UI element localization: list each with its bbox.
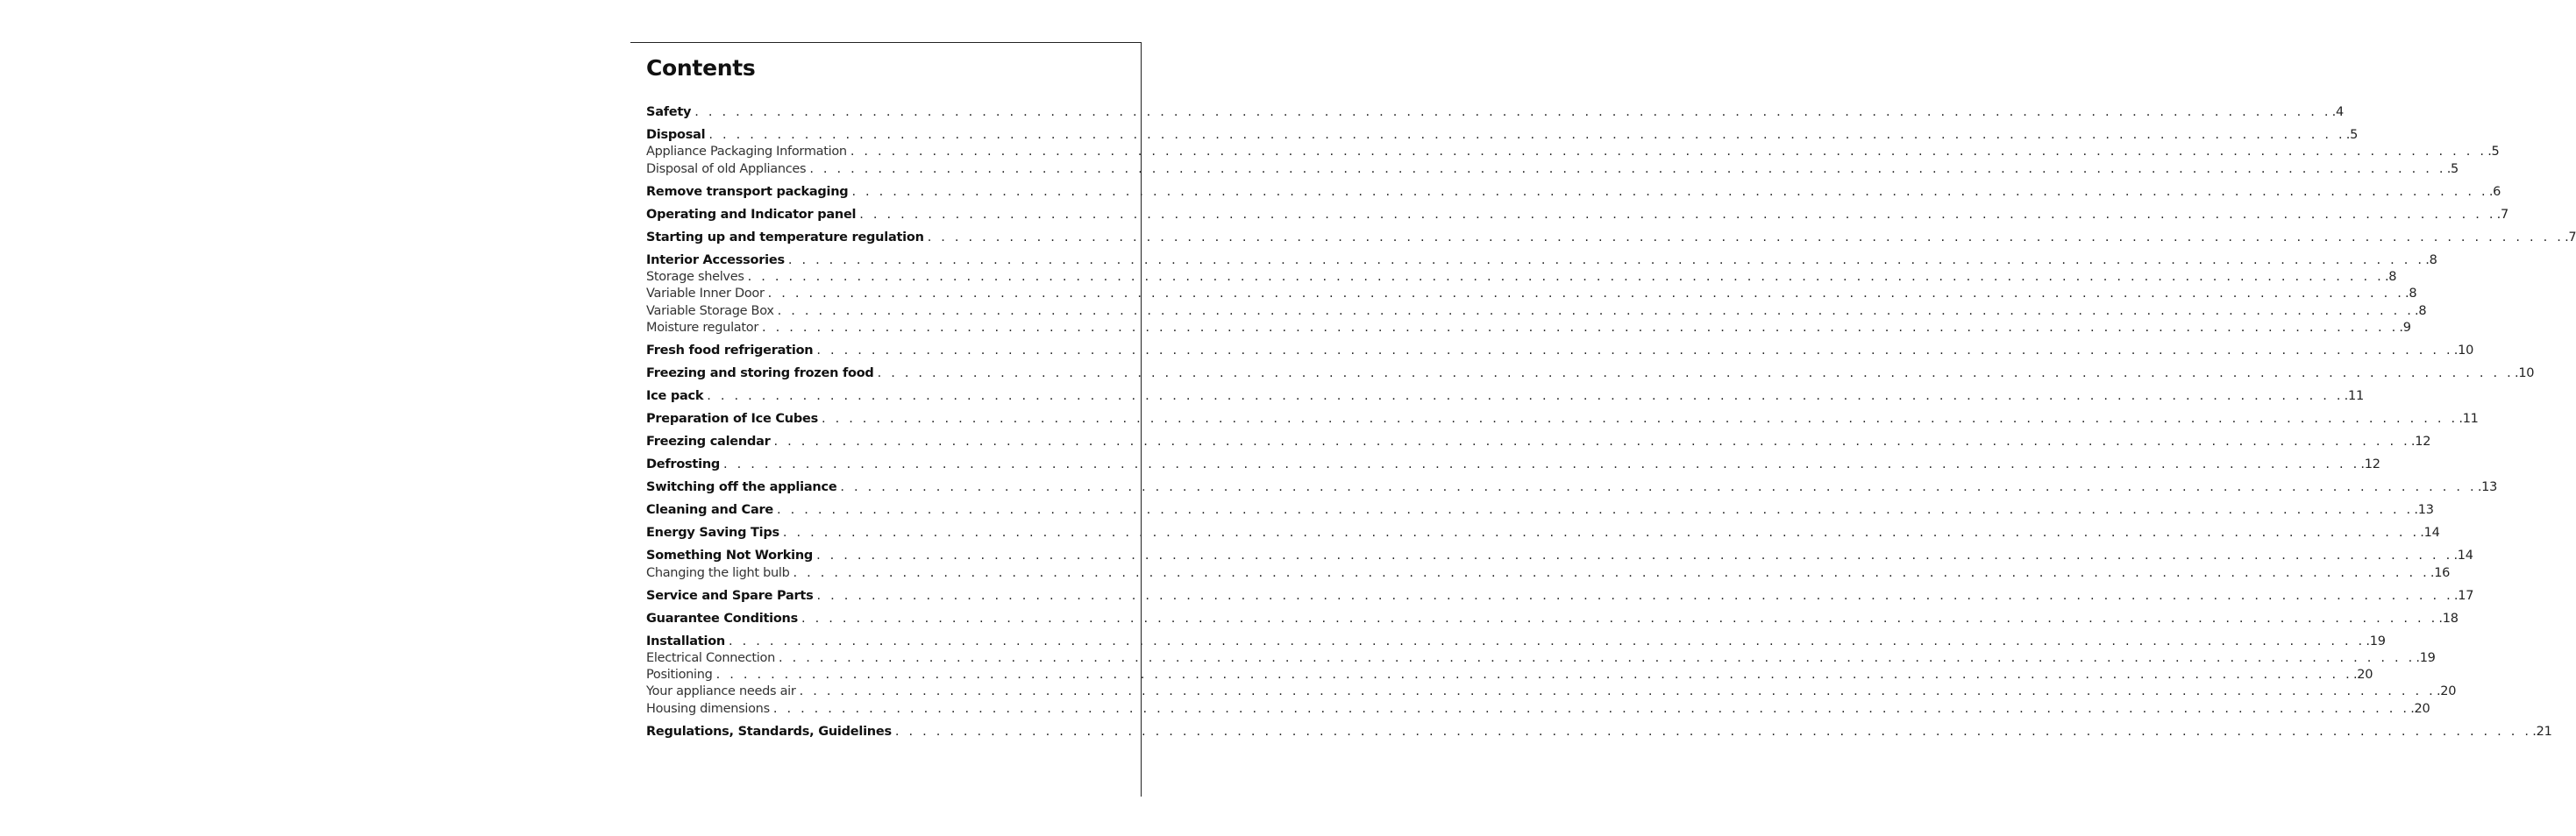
- toc-page-number: .8: [2415, 304, 2427, 318]
- toc-entry: [646, 456, 2380, 473]
- toc-entry-title: Regulations, Standards, Guidelines: [646, 725, 892, 739]
- dot-leader: . . . . . . . . . . . . . . . . . . . . . . . . . . . . . . . . . . . . . . . . . . . . . . . . . . . . . . . . . . . . . . . . . . . . . . . . . . . . . . . . . . . . . . . . . . . . . . . . . . . . . . . . . . . . . . . . . . . . . . . .: [777, 304, 2415, 318]
- toc-entry-title: Your appliance needs air: [646, 684, 796, 698]
- dot-leader: . . . . . . . . . . . . . . . . . . . . . . . . . . . . . . . . . . . . . . . . . . . . . . . . . . . . . . . . . . . . . . . . . . . . . . . . . . . . . . . . . . . . . . . . . . . . . . . . . . . . . . . . . . . . . . . . . . . . . . . .: [707, 389, 2344, 403]
- toc-page-number: .4: [2331, 105, 2344, 119]
- toc-page-number: .20: [2410, 702, 2430, 716]
- dot-leader: . . . . . . . . . . . . . . . . . . . . . . . . . . . . . . . . . . . . . . . . . . . . . . . . . . . . . . . . . . . . . . . . . . . . . . . . . . . . . . . . . . . . . . . . . . . . . . . . . . . . . . . . . . . . . . . . . . . . . . . .: [816, 344, 2453, 358]
- dot-leader: . . . . . . . . . . . . . . . . . . . . . . . . . . . . . . . . . . . . . . . . . . . . . . . . . . . . . . . . . . . . . . . . . . . . . . . . . . . . . . . . . . . . . . . . . . . . . . . . . . . . . . . . . . . . . . . . . . . . . . . .: [851, 185, 2488, 199]
- toc-entry-title: Cleaning and Care: [646, 503, 773, 517]
- toc-entry-title: Disposal: [646, 128, 706, 142]
- toc-entry: [646, 610, 2459, 627]
- toc-entry-title: Defrosting: [646, 457, 721, 471]
- toc-subentry: [646, 666, 2373, 684]
- dot-leader: . . . . . . . . . . . . . . . . . . . . . . . . . . . . . . . . . . . . . . . . . . . . . . . . . . . . . . . . . . . . . . . . . . . . . . . . . . . . . . . . . . . . . . . . . . . . . . . . . . . . . . . . . . . . . . . . . . . . . . . .: [799, 684, 2436, 698]
- dot-leader: . . . . . . . . . . . . . . . . . . . . . . . . . . . . . . . . . . . . . . . . . . . . . . . . . . . . . . . . . . . . . . . . . . . . . . . . . . . . . . . . . . . . . . . . . . . . . . . . . . . . . . . . . . . . . . . . . . . . . . . .: [772, 702, 2410, 716]
- toc-entry: [646, 342, 2474, 359]
- dot-leader: . . . . . . . . . . . . . . . . . . . . . . . . . . . . . . . . . . . . . . . . . . . . . . . . . . . . . . . . . . . . . . . . . . . . . . . . . . . . . . . . . . . . . . . . . . . . . . . . . . . . . . . . . . . . . . . . . . . . . . . .: [809, 162, 2446, 176]
- toc-page-number: .8: [2425, 253, 2437, 267]
- toc-page-number: .8: [2405, 287, 2417, 301]
- toc-entry-title: Changing the light bulb: [646, 566, 790, 580]
- dot-leader: . . . . . . . . . . . . . . . . . . . . . . . . . . . . . . . . . . . . . . . . . . . . . . . . . . . . . . . . . . . . . . . . . . . . . . . . . . . . . . . . . . . . . . . . . . . . . . . . . . . . . . . . . . . . . . . . . . . . . . . .: [787, 253, 2425, 267]
- toc-subentry: [646, 564, 2451, 582]
- dot-leader: . . . . . . . . . . . . . . . . . . . . . . . . . . . . . . . . . . . . . . . . . . . . . . . . . . . . . . . . . . . . . . . . . . . . . . . . . . . . . . . . . . . . . . . . . . . . . . . . . . . . . . . . . . . . . . . . . . . . . . . .: [747, 270, 2384, 284]
- toc-entry-title: Ice pack: [646, 389, 704, 403]
- toc-page-number: .9: [2399, 321, 2411, 335]
- dot-leader: . . . . . . . . . . . . . . . . . . . . . . . . . . . . . . . . . . . . . . . . . . . . . . . . . . . . . . . . . . . . . . . . . . . . . . . . . . . . . . . . . . . . . . . . . . . . . . . . . . . . . . . . . . . . . . . . . . . . . . . .: [776, 503, 2414, 517]
- toc-page-number: .5: [2345, 128, 2359, 142]
- toc-page-number: .12: [2360, 457, 2380, 471]
- toc-page-number: .20: [2352, 668, 2373, 682]
- toc-page-number: .21: [2532, 725, 2552, 739]
- toc-page-number: .12: [2410, 435, 2431, 449]
- dot-leader: . . . . . . . . . . . . . . . . . . . . . . . . . . . . . . . . . . . . . . . . . . . . . . . . . . . . . . . . . . . . . . . . . . . . . . . . . . . . . . . . . . . . . . . . . . . . . . . . . . . . . . . . . . . . . . . . . . . . . . . .: [767, 287, 2405, 301]
- toc-entry-title: Freezing and storing frozen food: [646, 366, 874, 380]
- dot-leader: . . . . . . . . . . . . . . . . . . . . . . . . . . . . . . . . . . . . . . . . . . . . . . . . . . . . . . . . . . . . . . . . . . . . . . . . . . . . . . . . . . . . . . . . . . . . . . . . . . . . . . . . . . . . . . . . . . . . . . . .: [816, 549, 2453, 563]
- toc-entry-title: Service and Spare Parts: [646, 589, 814, 603]
- toc-entry-title: Positioning: [646, 668, 713, 682]
- toc-page-number: .11: [2459, 412, 2479, 426]
- toc-entry: [646, 387, 2364, 405]
- toc-entry-title: Disposal of old Appliances: [646, 162, 807, 176]
- toc-page-number: .7: [2565, 230, 2576, 244]
- toc-page-number: .20: [2436, 684, 2457, 698]
- dot-leader: . . . . . . . . . . . . . . . . . . . . . . . . . . . . . . . . . . . . . . . . . . . . . . . . . . . . . . . . . . . . . . . . . . . . . . . . . . . . . . . . . . . . . . . . . . . . . . . . . . . . . . . . . . . . . . . . . . . . . . . .: [793, 566, 2430, 580]
- toc-entry: [646, 501, 2434, 519]
- dot-leader: . . . . . . . . . . . . . . . . . . . . . . . . . . . . . . . . . . . . . . . . . . . . . . . . . . . . . . . . . . . . . . . . . . . . . . . . . . . . . . . . . . . . . . . . . . . . . . . . . . . . . . . . . . . . . . . . . . . . . . . .: [816, 589, 2453, 603]
- toc-page-number: .16: [2430, 566, 2451, 580]
- toc-entry-title: Interior Accessories: [646, 253, 785, 267]
- toc-page-number: .17: [2453, 589, 2474, 603]
- toc-entry: [646, 633, 2386, 650]
- toc-entry: [646, 723, 2552, 740]
- toc-entry-title: Starting up and temperature regulation: [646, 230, 924, 244]
- toc-entry: [646, 587, 2474, 605]
- toc-page-number: .13: [2477, 480, 2498, 494]
- toc-entry: [646, 365, 2535, 382]
- dot-leader: . . . . . . . . . . . . . . . . . . . . . . . . . . . . . . . . . . . . . . . . . . . . . . . . . . . . . . . . . . . . . . . . . . . . . . . . . . . . . . . . . . . . . . . . . . . . . . . . . . . . . . . . . . . . . . . . . . . . . . . .: [850, 145, 2487, 159]
- toc-subentry: [646, 700, 2430, 718]
- toc-entry: [646, 103, 2344, 121]
- toc-subentry: [646, 683, 2457, 700]
- toc-entry-title: Housing dimensions: [646, 702, 770, 716]
- toc-entry-title: Energy Saving Tips: [646, 526, 779, 540]
- toc-page-number: .11: [2344, 389, 2364, 403]
- toc-page-number: .19: [2416, 651, 2436, 665]
- toc-subentry: [646, 143, 2500, 160]
- toc-entry: [646, 206, 2508, 223]
- toc-entry: [646, 524, 2440, 542]
- dot-leader: . . . . . . . . . . . . . . . . . . . . . . . . . . . . . . . . . . . . . . . . . . . . . . . . . . . . . . . . . . . . . . . . . . . . . . . . . . . . . . . . . . . . . . . . . . . . . . . . . . . . . . . . . . . . . . . . . . . . . . . .: [762, 321, 2399, 335]
- toc-page-number: .18: [2438, 612, 2459, 626]
- toc-page-number: .5: [2487, 145, 2500, 159]
- toc-page-number: .10: [2453, 344, 2474, 358]
- toc-entry-title: Freezing calendar: [646, 435, 771, 449]
- toc-subentry: [646, 285, 2417, 302]
- toc-entry-title: Fresh food refrigeration: [646, 344, 814, 358]
- toc-entry: [646, 252, 2437, 269]
- toc-entry-title: Switching off the appliance: [646, 480, 837, 494]
- toc-entry-title: Variable Storage Box: [646, 304, 774, 318]
- toc-entry: [646, 126, 2359, 144]
- toc-entry-title: Electrical Connection: [646, 651, 775, 665]
- toc-page-number: .13: [2414, 503, 2434, 517]
- toc-entry: [646, 410, 2479, 428]
- dot-leader: . . . . . . . . . . . . . . . . . . . . . . . . . . . . . . . . . . . . . . . . . . . . . . . . . . . . . . . . . . . . . . . . . . . . . . . . . . . . . . . . . . . . . . . . . . . . . . . . . . . . . . . . . . . . . . . . . . . . . . . .: [927, 230, 2565, 244]
- toc-entry-title: Appliance Packaging Information: [646, 145, 847, 159]
- dot-leader: . . . . . . . . . . . . . . . . . . . . . . . . . . . . . . . . . . . . . . . . . . . . . . . . . . . . . . . . . . . . . . . . . . . . . . . . . . . . . . . . . . . . . . . . . . . . . . . . . . . . . . . . . . . . . . . . . . . . . . . .: [821, 412, 2459, 426]
- toc-entry-title: Installation: [646, 634, 725, 648]
- dot-leader: . . . . . . . . . . . . . . . . . . . . . . . . . . . . . . . . . . . . . . . . . . . . . . . . . . . . . . . . . . . . . . . . . . . . . . . . . . . . . . . . . . . . . . . . . . . . . . . . . . . . . . . . . . . . . . . . . . . . . . . .: [715, 668, 2352, 682]
- dot-leader: . . . . . . . . . . . . . . . . . . . . . . . . . . . . . . . . . . . . . . . . . . . . . . . . . . . . . . . . . . . . . . . . . . . . . . . . . . . . . . . . . . . . . . . . . . . . . . . . . . . . . . . . . . . . . . . . . . . . . . . .: [840, 480, 2477, 494]
- toc-subentry: [646, 302, 2427, 320]
- toc-entry-title: Remove transport packaging: [646, 185, 849, 199]
- toc-page-number: .19: [2366, 634, 2386, 648]
- toc-entry: [646, 229, 2576, 246]
- toc-entry-title: Variable Inner Door: [646, 287, 765, 301]
- page-title: Contents: [646, 55, 756, 81]
- toc-entry-title: Preparation of Ice Cubes: [646, 412, 818, 426]
- toc-entry: [646, 478, 2498, 496]
- toc-entry: [646, 183, 2501, 201]
- toc-entry-title: Storage shelves: [646, 270, 744, 284]
- toc-subentry: [646, 319, 2411, 337]
- toc-subentry: [646, 649, 2436, 667]
- table-of-contents: [646, 0, 2576, 836]
- toc-page-number: .5: [2446, 162, 2459, 176]
- toc-page-number: .10: [2514, 366, 2535, 380]
- toc-page-number: .14: [2420, 526, 2440, 540]
- dot-leader: . . . . . . . . . . . . . . . . . . . . . . . . . . . . . . . . . . . . . . . . . . . . . . . . . . . . . . . . . . . . . . . . . . . . . . . . . . . . . . . . . . . . . . . . . . . . . . . . . . . . . . . . . . . . . . . . . . . . . . . .: [723, 457, 2360, 471]
- toc-subentry: [646, 160, 2459, 178]
- toc-entry-title: Safety: [646, 105, 692, 119]
- toc-page-number: .7: [2496, 208, 2508, 222]
- toc-entry: [646, 433, 2431, 450]
- toc-entry-title: Operating and Indicator panel: [646, 208, 857, 222]
- toc-page-number: .6: [2488, 185, 2501, 199]
- toc-entry: [646, 547, 2473, 564]
- toc-entry-title: Something Not Working: [646, 549, 814, 563]
- dot-leader: . . . . . . . . . . . . . . . . . . . . . . . . . . . . . . . . . . . . . . . . . . . . . . . . . . . . . . . . . . . . . . . . . . . . . . . . . . . . . . . . . . . . . . . . . . . . . . . . . . . . . . . . . . . . . . . . . . . . . . . .: [694, 105, 2331, 119]
- dot-leader: . . . . . . . . . . . . . . . . . . . . . . . . . . . . . . . . . . . . . . . . . . . . . . . . . . . . . . . . . . . . . . . . . . . . . . . . . . . . . . . . . . . . . . . . . . . . . . . . . . . . . . . . . . . . . . . . . . . . . . . .: [779, 651, 2416, 665]
- toc-entry-title: Guarantee Conditions: [646, 612, 799, 626]
- toc-page-number: .14: [2453, 549, 2473, 563]
- dot-leader: . . . . . . . . . . . . . . . . . . . . . . . . . . . . . . . . . . . . . . . . . . . . . . . . . . . . . . . . . . . . . . . . . . . . . . . . . . . . . . . . . . . . . . . . . . . . . . . . . . . . . . . . . . . . . . . . . . . . . . . .: [708, 128, 2345, 142]
- toc-page-number: .8: [2384, 270, 2397, 284]
- dot-leader: . . . . . . . . . . . . . . . . . . . . . . . . . . . . . . . . . . . . . . . . . . . . . . . . . . . . . . . . . . . . . . . . . . . . . . . . . . . . . . . . . . . . . . . . . . . . . . . . . . . . . . . . . . . . . . . . . . . . . . . .: [773, 435, 2410, 449]
- dot-leader: . . . . . . . . . . . . . . . . . . . . . . . . . . . . . . . . . . . . . . . . . . . . . . . . . . . . . . . . . . . . . . . . . . . . . . . . . . . . . . . . . . . . . . . . . . . . . . . . . . . . . . . . . . . . . . . . . . . . . . . .: [894, 725, 2532, 739]
- toc-subentry: [646, 268, 2397, 286]
- dot-leader: . . . . . . . . . . . . . . . . . . . . . . . . . . . . . . . . . . . . . . . . . . . . . . . . . . . . . . . . . . . . . . . . . . . . . . . . . . . . . . . . . . . . . . . . . . . . . . . . . . . . . . . . . . . . . . . . . . . . . . . .: [728, 634, 2366, 648]
- dot-leader: . . . . . . . . . . . . . . . . . . . . . . . . . . . . . . . . . . . . . . . . . . . . . . . . . . . . . . . . . . . . . . . . . . . . . . . . . . . . . . . . . . . . . . . . . . . . . . . . . . . . . . . . . . . . . . . . . . . . . . . .: [801, 612, 2438, 626]
- dot-leader: . . . . . . . . . . . . . . . . . . . . . . . . . . . . . . . . . . . . . . . . . . . . . . . . . . . . . . . . . . . . . . . . . . . . . . . . . . . . . . . . . . . . . . . . . . . . . . . . . . . . . . . . . . . . . . . . . . . . . . . .: [859, 208, 2496, 222]
- dot-leader: . . . . . . . . . . . . . . . . . . . . . . . . . . . . . . . . . . . . . . . . . . . . . . . . . . . . . . . . . . . . . . . . . . . . . . . . . . . . . . . . . . . . . . . . . . . . . . . . . . . . . . . . . . . . . . . . . . . . . . . .: [877, 366, 2514, 380]
- toc-entry-title: Moisture regulator: [646, 321, 759, 335]
- dot-leader: . . . . . . . . . . . . . . . . . . . . . . . . . . . . . . . . . . . . . . . . . . . . . . . . . . . . . . . . . . . . . . . . . . . . . . . . . . . . . . . . . . . . . . . . . . . . . . . . . . . . . . . . . . . . . . . . . . . . . . . .: [782, 526, 2420, 540]
